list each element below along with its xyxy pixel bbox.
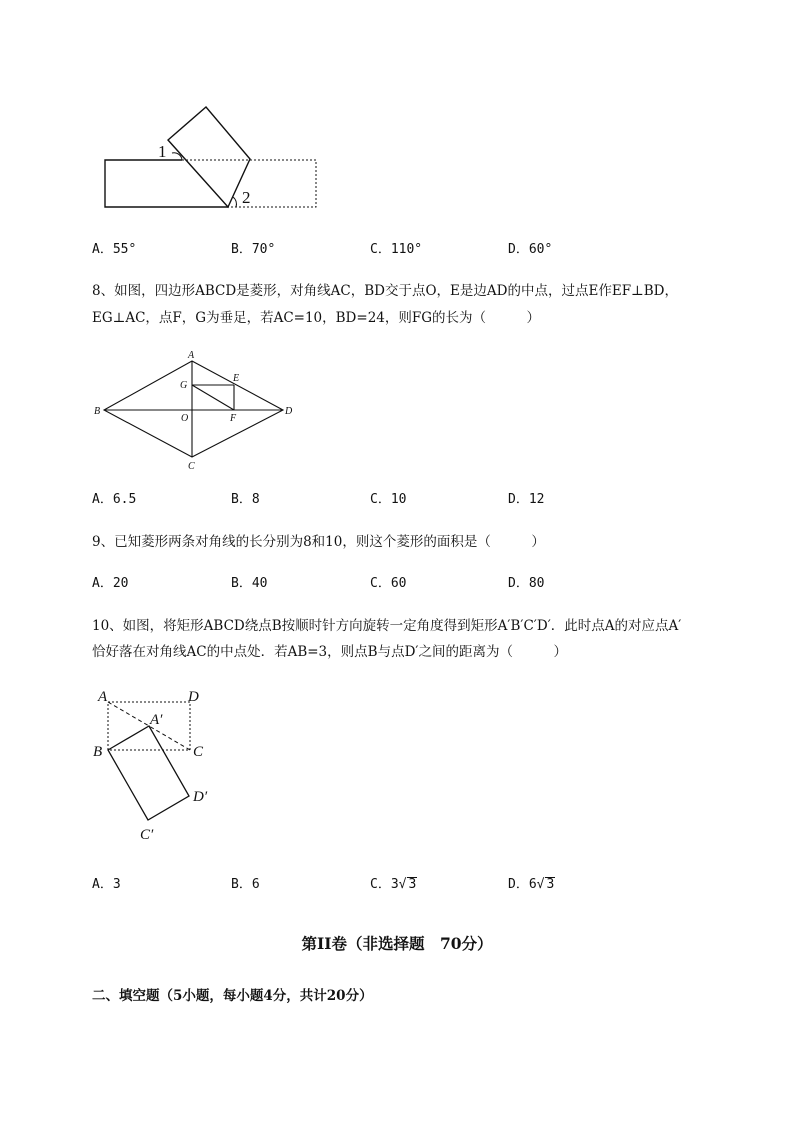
q10-rect-rotated — [108, 726, 189, 820]
q8-label-e: E — [233, 373, 240, 384]
q8-rhombus-figure — [0, 340, 794, 480]
q8-label-c: C — [188, 461, 195, 472]
q8-option-a[interactable]: A．6.5 — [92, 492, 137, 507]
q8-rhombus — [104, 361, 283, 457]
q7-folded-rect — [168, 107, 250, 207]
q7-label-2: 2 — [242, 188, 251, 207]
q8-label-a: A — [188, 350, 195, 361]
q10-option-c[interactable] — [370, 875, 417, 895]
q8-option-c[interactable]: C．10 — [370, 492, 407, 507]
q8-question-line-2: EG⊥AC，点F，G为垂足，若AC=10，BD=24，则FG的长为（ ） — [92, 310, 541, 326]
q10-option-d-radicand: 3 — [546, 877, 555, 892]
q10-option-c-prefix: C．3 — [370, 877, 399, 892]
q7-angle-2-arc — [233, 197, 236, 207]
q7-left-rect — [105, 160, 228, 207]
q8-label-g: G — [180, 380, 188, 391]
q9-option-c[interactable]: C．60 — [370, 576, 407, 591]
q10-option-c-radicand: 3 — [408, 877, 417, 892]
q8-label-f: F — [230, 413, 237, 424]
q7-option-c[interactable]: C．110° — [370, 242, 423, 257]
q10-question-line-2: 恰好落在对角线AC的中点处．若AB=3，则点B与点D′之间的距离为（ ） — [92, 644, 567, 660]
q8-label-o: O — [181, 413, 189, 424]
q10-question-line-1: 10、如图，将矩形ABCD绕点B按顺时针方向旋转一定角度得到矩形A′B′C′D′．此时点A的对应点A′ — [92, 618, 682, 634]
q10-option-b[interactable]: B．6 — [231, 877, 260, 892]
q7-option-d[interactable]: D．60° — [508, 242, 553, 257]
q9-question: 9、已知菱形两条对角线的长分别为8和10，则这个菱形的面积是（ ） — [92, 534, 545, 550]
q10-label-b: B — [93, 744, 103, 760]
q8-option-d[interactable]: D．12 — [508, 492, 545, 507]
sqrt-icon: √ — [398, 877, 407, 892]
q10-rectangle-figure — [0, 670, 794, 870]
q10-label-c-prime: C′ — [140, 827, 154, 843]
q10-label-a: A — [98, 689, 108, 705]
section-title: 第II卷（非选择题 70分） — [301, 934, 493, 953]
q8-segment-fg — [192, 385, 234, 410]
q10-option-d[interactable] — [508, 875, 555, 895]
q7-figure — [0, 0, 794, 260]
section-subtitle: 二、填空题（5小题，每小题4分，共计20分） — [92, 988, 373, 1004]
q8-label-b: B — [94, 406, 101, 417]
q8-question-line-1: 8、如图，四边形ABCD是菱形，对角线AC，BD交于点O，E是边AD的中点，过点E作EF⊥BD， — [92, 283, 678, 299]
q9-option-b[interactable]: B．40 — [231, 576, 268, 591]
q8-label-d: D — [285, 406, 293, 417]
q10-label-d-prime: D′ — [193, 789, 208, 805]
q7-option-b[interactable]: B．70° — [231, 242, 276, 257]
q7-option-a[interactable]: A．55° — [92, 242, 137, 257]
q10-option-a[interactable]: A．3 — [92, 877, 121, 892]
q8-option-b[interactable]: B．8 — [231, 492, 260, 507]
q7-label-1: 1 — [158, 142, 167, 161]
q9-option-a[interactable]: A．20 — [92, 576, 129, 591]
q10-label-d: D — [188, 689, 199, 705]
q10-label-a-prime: A′ — [150, 712, 163, 728]
sqrt-icon: √ — [536, 877, 545, 892]
q9-option-d[interactable]: D．80 — [508, 576, 545, 591]
q10-label-c: C — [193, 744, 204, 760]
q10-option-d-prefix: D．6 — [508, 877, 537, 892]
